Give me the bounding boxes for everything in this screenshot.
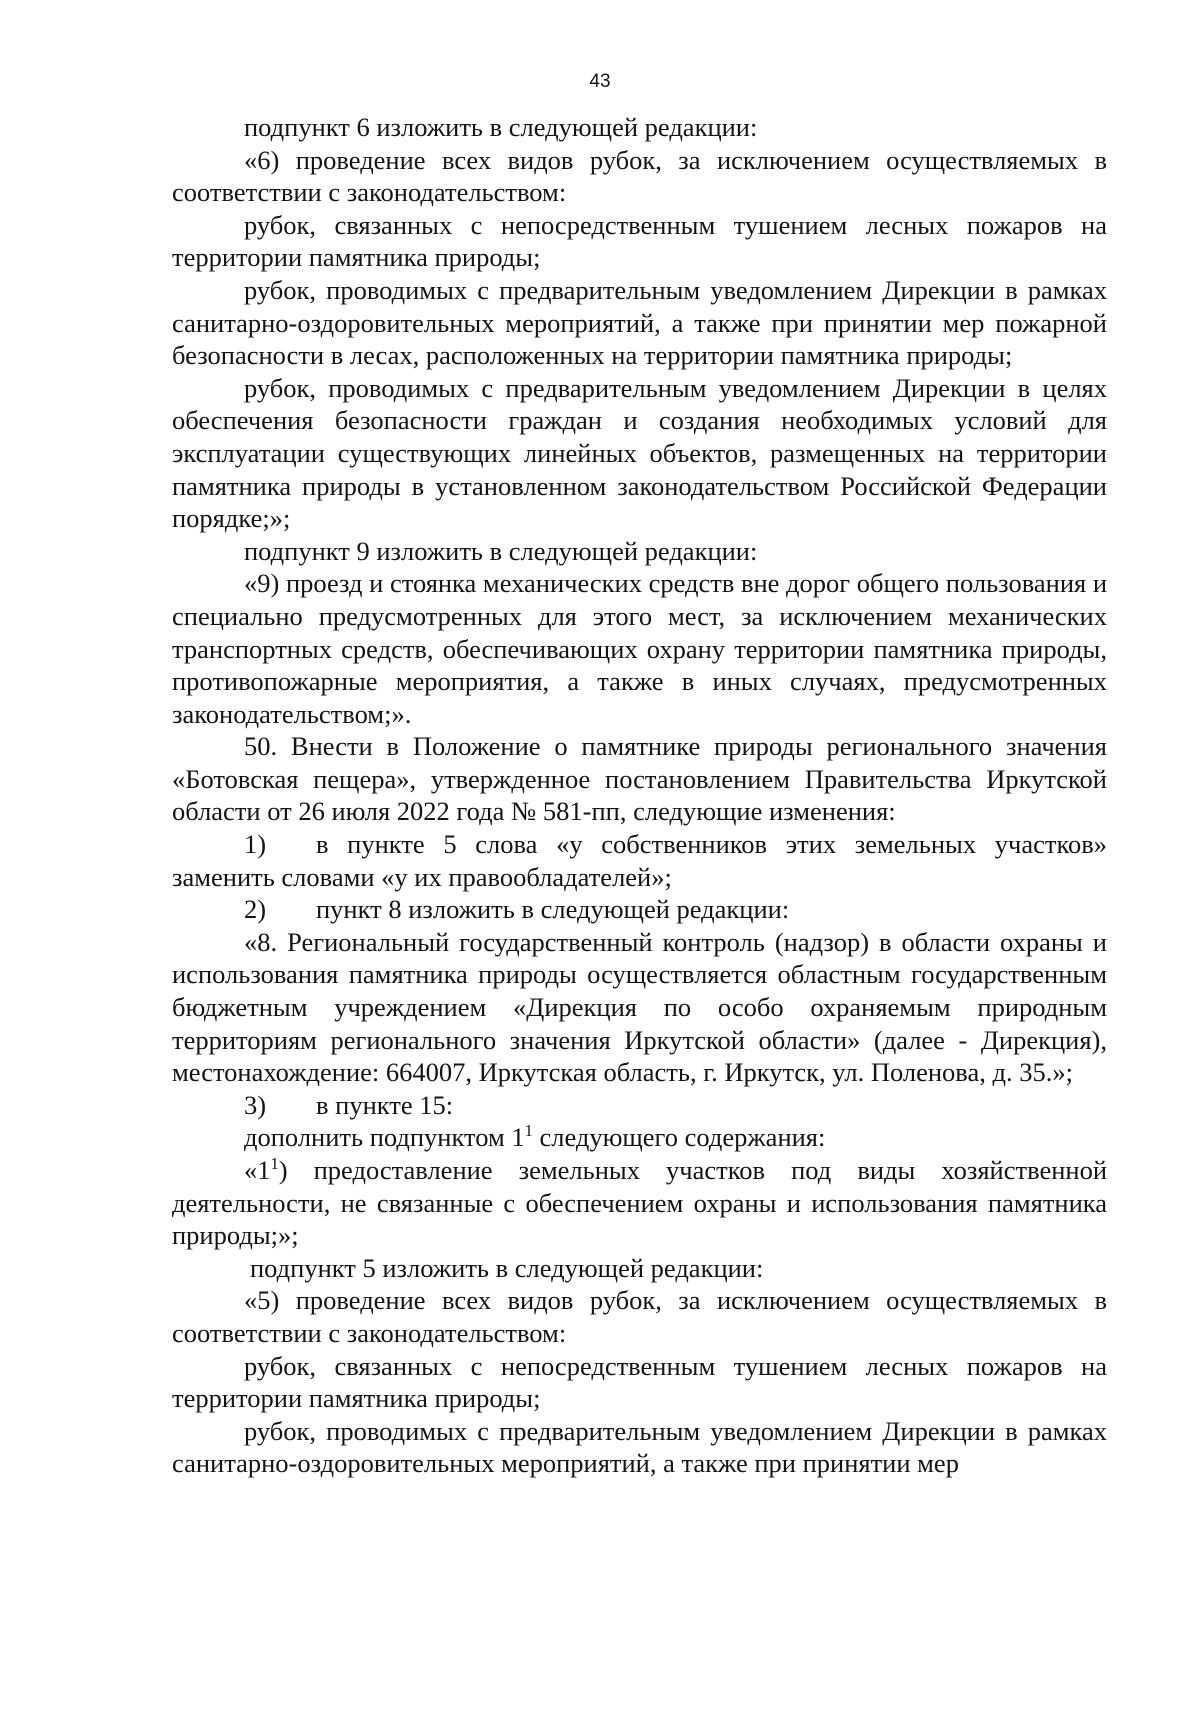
paragraph bbox=[172, 1154, 1107, 1252]
paragraph: 50. Внести в Положение о памятнике природы регионального значения «Ботовская пещера», утвержденное постановлением Правительства Иркутской области от 26 июля 2022 года № 581-пп, следующие изменения: bbox=[172, 731, 1107, 827]
list-item-text: в пункте 15: bbox=[316, 1089, 454, 1120]
paragraph bbox=[172, 1121, 1107, 1154]
text-fragment: дополнить подпунктом 1 bbox=[244, 1122, 525, 1153]
paragraph: рубок, проводимых с предварительным уведомлением Дирекции в рамках санитарно-оздоровительных мероприятий, а также при принятии мер пожарной безопасности в лесах, расположенных на территории памятника природы; bbox=[172, 274, 1107, 371]
list-item-text: в пункте 5 слова «у собственников этих земельных участков» заменить словами «у их правообладателей»; bbox=[172, 829, 1107, 892]
paragraph: рубок, связанных с непосредственным тушением лесных пожаров на территории памятника природы; bbox=[172, 209, 1107, 273]
paragraph: подпункт 6 изложить в следующей редакции: bbox=[244, 112, 758, 142]
list-item bbox=[172, 828, 1107, 893]
list-item-text: пункт 8 изложить в следующей редакции: bbox=[316, 894, 790, 925]
page-number: 43 bbox=[589, 71, 611, 92]
paragraph: «6) проведение всех видов рубок, за исключением осуществляемых в соответствии с законодательством: bbox=[172, 144, 1107, 208]
text-fragment: следующего содержания: bbox=[532, 1122, 826, 1153]
list-item-number: 1) bbox=[244, 829, 267, 860]
paragraph: «9) проезд и стоянка механических средств вне дорог общего пользования и специально предусмотренных для этого мест, за исключением механических транспортных средств, обеспечивающих охрану территории памятника природы, противопожарные мероприятия, а также в иных случаях, предусмотренных законодательством;». bbox=[172, 568, 1107, 729]
list-item bbox=[172, 893, 1107, 926]
paragraph: рубок, связанных с непосредственным тушением лесных пожаров на территории памятника природы; bbox=[172, 1350, 1107, 1414]
text-fragment: ) предоставление земельных участков под виды хозяйственной деятельности, не связанные с обеспечением охраны и использования памятника природы;»; bbox=[172, 1155, 1107, 1251]
list-item-number: 3) bbox=[244, 1089, 267, 1120]
text-fragment: «1 bbox=[244, 1155, 271, 1185]
paragraph: подпункт 5 изложить в следующей редакции: bbox=[250, 1252, 764, 1283]
paragraph: «8. Региональный государственный контроль (надзор) в области охраны и использования памятника природы осуществляется областным государственным бюджетным учреждением «Дирекция по особо охраняемым природным территориям регионального значения Иркутской области» (далее - Дирекция), местонахождение: 664007, Иркутская область, г. Иркутск, ул. Поленова, д. 35.»; bbox=[172, 926, 1107, 1088]
paragraph: рубок, проводимых с предварительным уведомлением Дирекции в целях обеспечения безопасности граждан и создания необходимых условий для эксплуатации существующих линейных объектов, размещенных на территории памятника природы в установленном законодательством Российской Федерации порядке;»; bbox=[172, 372, 1107, 534]
paragraph: рубок, проводимых с предварительным уведомлением Дирекции в рамках санитарно-оздоровительных мероприятий, а также при принятии мер bbox=[172, 1415, 1107, 1479]
superscript: 1 bbox=[524, 1121, 533, 1141]
list-item-number: 2) bbox=[244, 894, 267, 925]
list-item bbox=[172, 1089, 1107, 1122]
paragraph: «5) проведение всех видов рубок, за исключением осуществляемых в соответствии с законодательством: bbox=[172, 1285, 1107, 1348]
document-body bbox=[172, 111, 1107, 1480]
superscript: 1 bbox=[270, 1154, 279, 1174]
paragraph: подпункт 9 изложить в следующей редакции: bbox=[244, 535, 758, 566]
